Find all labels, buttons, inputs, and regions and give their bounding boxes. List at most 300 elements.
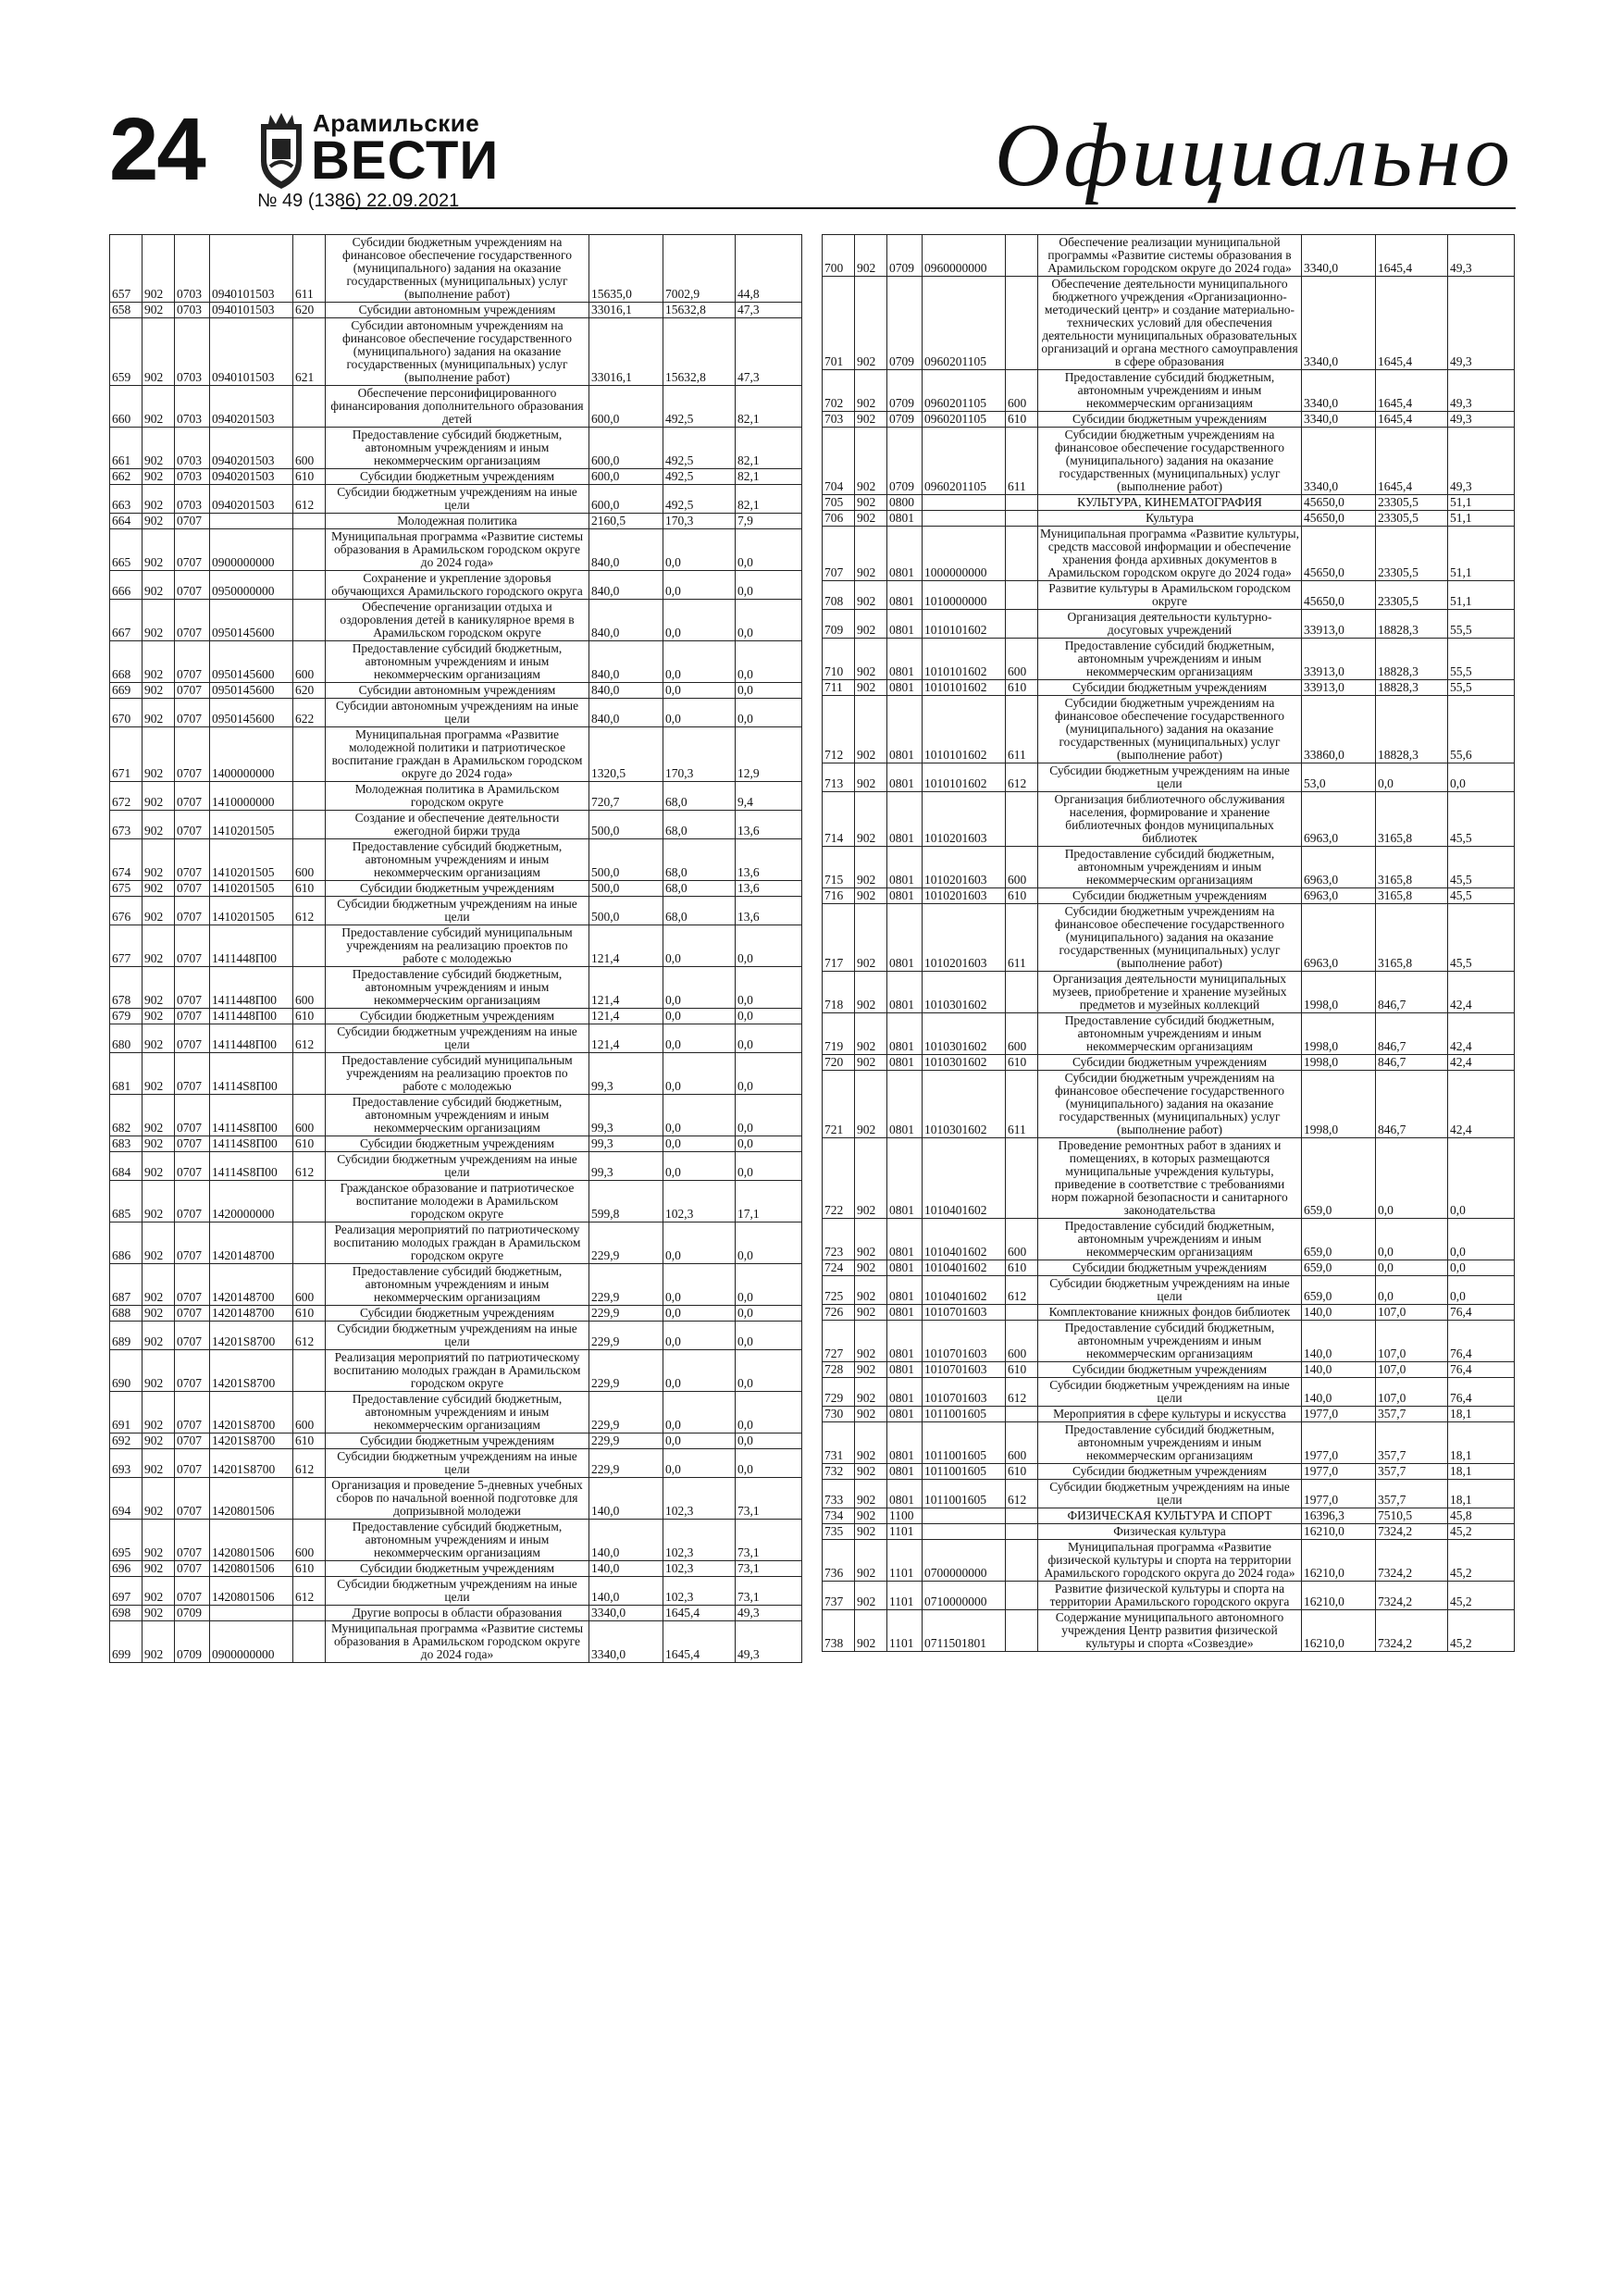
- execution-percent: 51,1: [1448, 527, 1515, 581]
- row-number: 684: [110, 1152, 142, 1181]
- row-description: Организация библиотечного обслуживания населения, формирование и хранение библиотечных фондов муниципальных библиотек: [1038, 792, 1302, 847]
- grbs-code: 902: [142, 235, 175, 303]
- grbs-code: 902: [142, 1350, 175, 1392]
- row-description: Субсидии бюджетным учреждениям на финансовое обеспечение государственного (муниципального) задания на оказание государственных (муниципальных) услуг (выполнение работ): [1038, 1071, 1302, 1138]
- target-article-code: 1010201603: [923, 847, 1006, 888]
- expense-type-code: 610: [1006, 1464, 1038, 1480]
- row-number: 718: [823, 972, 855, 1013]
- row-description: Создание и обеспечение деятельности ежегодной биржи труда: [326, 811, 589, 839]
- expense-type-code: 600: [1006, 1422, 1038, 1464]
- grbs-code: 902: [855, 610, 887, 639]
- grbs-code: 902: [142, 1577, 175, 1606]
- expense-type-code: [293, 1606, 326, 1621]
- expense-type-code: 612: [293, 1152, 326, 1181]
- expense-type-code: 612: [1006, 1276, 1038, 1305]
- executed-amount: 492,5: [663, 485, 736, 514]
- section-code: 0707: [175, 881, 210, 897]
- table-row: [110, 1392, 802, 1433]
- row-description: Субсидии бюджетным учреждениям на иные цели: [326, 485, 589, 514]
- section-code: 0709: [887, 428, 923, 495]
- planned-amount: 229,9: [589, 1392, 663, 1433]
- table-row: [110, 1009, 802, 1024]
- table-row: [823, 527, 1515, 581]
- row-description: Предоставление субсидий муниципальным учреждениям на реализацию проектов по работе с молодежью: [326, 1053, 589, 1095]
- grbs-code: 902: [855, 428, 887, 495]
- target-article-code: 1010701603: [923, 1321, 1006, 1362]
- section-code: 0707: [175, 839, 210, 881]
- executed-amount: 15632,8: [663, 303, 736, 318]
- expense-type-code: 610: [1006, 1260, 1038, 1276]
- section-code: 0707: [175, 1024, 210, 1053]
- section-code: 0707: [175, 1561, 210, 1577]
- section-code: 0707: [175, 1520, 210, 1561]
- execution-percent: 0,0: [736, 1264, 802, 1306]
- grbs-code: 902: [142, 811, 175, 839]
- executed-amount: 0,0: [663, 641, 736, 683]
- row-description: Организация и проведение 5-дневных учебных сборов по начальной военной подготовке для допризывной молодежи: [326, 1478, 589, 1520]
- expense-type-code: 600: [1006, 370, 1038, 412]
- row-description: Предоставление субсидий бюджетным, автономным учреждениям и иным некоммерческим организациям: [326, 641, 589, 683]
- row-description: Субсидии бюджетным учреждениям: [1038, 1260, 1302, 1276]
- planned-amount: 3340,0: [589, 1606, 663, 1621]
- target-article-code: 0950145600: [210, 699, 293, 727]
- target-article-code: [923, 511, 1006, 527]
- planned-amount: 33913,0: [1302, 610, 1376, 639]
- budget-table-right-body: [823, 235, 1515, 1652]
- planned-amount: 1977,0: [1302, 1480, 1376, 1508]
- row-description: Субсидии бюджетным учреждениям на иные цели: [326, 1152, 589, 1181]
- planned-amount: 500,0: [589, 881, 663, 897]
- expense-type-code: 600: [1006, 1013, 1038, 1055]
- planned-amount: 121,4: [589, 967, 663, 1009]
- expense-type-code: [1006, 1407, 1038, 1422]
- target-article-code: 1000000000: [923, 527, 1006, 581]
- planned-amount: 140,0: [589, 1577, 663, 1606]
- row-description: Предоставление субсидий бюджетным, автономным учреждениям и иным некоммерческим организациям: [326, 1095, 589, 1136]
- executed-amount: 357,7: [1376, 1464, 1448, 1480]
- table-row: [823, 370, 1515, 412]
- execution-percent: 0,0: [736, 641, 802, 683]
- executed-amount: 7324,2: [1376, 1582, 1448, 1610]
- row-number: 729: [823, 1378, 855, 1407]
- planned-amount: 3340,0: [1302, 277, 1376, 370]
- row-description: Субсидии автономным учреждениям: [326, 683, 589, 699]
- row-description: Субсидии бюджетным учреждениям: [326, 1009, 589, 1024]
- section-code: 0707: [175, 529, 210, 571]
- executed-amount: 0,0: [1376, 1260, 1448, 1276]
- row-number: 673: [110, 811, 142, 839]
- grbs-code: 902: [142, 1264, 175, 1306]
- target-article-code: 0950145600: [210, 600, 293, 641]
- expense-type-code: 612: [293, 1024, 326, 1053]
- executed-amount: 492,5: [663, 469, 736, 485]
- execution-percent: 42,4: [1448, 972, 1515, 1013]
- target-article-code: [923, 495, 1006, 511]
- grbs-code: 902: [142, 839, 175, 881]
- row-number: 723: [823, 1219, 855, 1260]
- target-article-code: 14201S8700: [210, 1392, 293, 1433]
- expense-type-code: 600: [293, 641, 326, 683]
- planned-amount: 6963,0: [1302, 904, 1376, 972]
- expense-type-code: [293, 811, 326, 839]
- execution-percent: 45,2: [1448, 1524, 1515, 1540]
- row-description: Муниципальная программа «Развитие культуры, средств массовой информации и обеспечение хранения фонда архивных документов в Арамильском городском округе до 2024 года»: [1038, 527, 1302, 581]
- table-row: [823, 495, 1515, 511]
- row-number: 727: [823, 1321, 855, 1362]
- row-number: 708: [823, 581, 855, 610]
- grbs-code: 902: [855, 511, 887, 527]
- executed-amount: 1645,4: [1376, 370, 1448, 412]
- executed-amount: 492,5: [663, 428, 736, 469]
- row-number: 707: [823, 527, 855, 581]
- executed-amount: 68,0: [663, 782, 736, 811]
- execution-percent: 0,0: [736, 1024, 802, 1053]
- row-number: 725: [823, 1276, 855, 1305]
- row-number: 728: [823, 1362, 855, 1378]
- table-row: [823, 1480, 1515, 1508]
- execution-percent: 0,0: [736, 1306, 802, 1322]
- execution-percent: 73,1: [736, 1520, 802, 1561]
- executed-amount: 0,0: [663, 1024, 736, 1053]
- table-row: [823, 277, 1515, 370]
- planned-amount: 3340,0: [1302, 235, 1376, 277]
- target-article-code: 1010701603: [923, 1362, 1006, 1378]
- row-description: Субсидии бюджетным учреждениям: [326, 881, 589, 897]
- target-article-code: 1010000000: [923, 581, 1006, 610]
- executed-amount: 1645,4: [663, 1621, 736, 1663]
- planned-amount: 229,9: [589, 1322, 663, 1350]
- planned-amount: 16396,3: [1302, 1508, 1376, 1524]
- row-number: 726: [823, 1305, 855, 1321]
- execution-percent: 0,0: [736, 529, 802, 571]
- row-number: 690: [110, 1350, 142, 1392]
- planned-amount: 840,0: [589, 699, 663, 727]
- table-row: [110, 571, 802, 600]
- expense-type-code: [1006, 1305, 1038, 1321]
- target-article-code: 14114S8П00: [210, 1053, 293, 1095]
- section-code: 0703: [175, 235, 210, 303]
- execution-percent: 49,3: [1448, 235, 1515, 277]
- expense-type-code: 600: [293, 1264, 326, 1306]
- target-article-code: 1420148700: [210, 1264, 293, 1306]
- row-number: 700: [823, 235, 855, 277]
- planned-amount: 229,9: [589, 1449, 663, 1478]
- row-description: Предоставление субсидий бюджетным, автономным учреждениям и иным некоммерческим организациям: [326, 428, 589, 469]
- table-row: [110, 600, 802, 641]
- row-number: 717: [823, 904, 855, 972]
- planned-amount: 840,0: [589, 641, 663, 683]
- table-row: [823, 792, 1515, 847]
- target-article-code: 1420801506: [210, 1577, 293, 1606]
- row-description: Развитие культуры в Арамильском городском округе: [1038, 581, 1302, 610]
- section-code: 0707: [175, 1306, 210, 1322]
- execution-percent: 82,1: [736, 428, 802, 469]
- grbs-code: 902: [142, 641, 175, 683]
- grbs-code: 902: [855, 792, 887, 847]
- executed-amount: 0,0: [663, 1264, 736, 1306]
- grbs-code: 902: [855, 1362, 887, 1378]
- row-description: Организация деятельности муниципальных музеев, приобретение и хранение музейных предметов и музейных коллекций: [1038, 972, 1302, 1013]
- execution-percent: 13,6: [736, 839, 802, 881]
- section-code: 0707: [175, 811, 210, 839]
- row-description: Муниципальная программа «Развитие молодежной политики и патриотическое воспитание граждан в Арамильском городском округе до 2024 года»: [326, 727, 589, 782]
- executed-amount: 492,5: [663, 386, 736, 428]
- executed-amount: 0,0: [663, 1009, 736, 1024]
- planned-amount: 140,0: [1302, 1362, 1376, 1378]
- grbs-code: 902: [855, 370, 887, 412]
- table-row: [110, 428, 802, 469]
- section-code: 0707: [175, 1264, 210, 1306]
- table-row: [110, 318, 802, 386]
- section-code: 0707: [175, 514, 210, 529]
- table-row: [823, 1219, 1515, 1260]
- expense-type-code: 610: [1006, 1055, 1038, 1071]
- section-code: 0707: [175, 1433, 210, 1449]
- section-code: 0707: [175, 1449, 210, 1478]
- executed-amount: 0,0: [663, 600, 736, 641]
- table-row: [110, 1621, 802, 1663]
- budget-table-left: [109, 234, 802, 1663]
- section-code: 0707: [175, 967, 210, 1009]
- execution-percent: 82,1: [736, 386, 802, 428]
- planned-amount: 16210,0: [1302, 1524, 1376, 1540]
- table-row: [110, 782, 802, 811]
- execution-percent: 0,0: [1448, 1276, 1515, 1305]
- section-code: 0707: [175, 571, 210, 600]
- section-code: 0707: [175, 1222, 210, 1264]
- section-code: 0707: [175, 1009, 210, 1024]
- row-number: 661: [110, 428, 142, 469]
- table-row: [823, 1071, 1515, 1138]
- target-article-code: 14201S8700: [210, 1350, 293, 1392]
- planned-amount: 3340,0: [1302, 412, 1376, 428]
- section-code: 0707: [175, 1478, 210, 1520]
- row-number: 731: [823, 1422, 855, 1464]
- row-number: 735: [823, 1524, 855, 1540]
- row-description: Субсидии бюджетным учреждениям на иные цели: [326, 1449, 589, 1478]
- executed-amount: 68,0: [663, 811, 736, 839]
- executed-amount: 0,0: [663, 683, 736, 699]
- row-number: 699: [110, 1621, 142, 1663]
- grbs-code: 902: [855, 1508, 887, 1524]
- table-row: [110, 1520, 802, 1561]
- target-article-code: 0950000000: [210, 571, 293, 600]
- grbs-code: 902: [142, 514, 175, 529]
- grbs-code: 902: [855, 1407, 887, 1422]
- planned-amount: 1977,0: [1302, 1422, 1376, 1464]
- row-number: 721: [823, 1071, 855, 1138]
- section-code: 0801: [887, 763, 923, 792]
- expense-type-code: [1006, 277, 1038, 370]
- planned-amount: 500,0: [589, 897, 663, 925]
- expense-type-code: [293, 529, 326, 571]
- expense-type-code: 610: [293, 469, 326, 485]
- planned-amount: 229,9: [589, 1433, 663, 1449]
- row-description: Субсидии бюджетным учреждениям на иные цели: [1038, 1378, 1302, 1407]
- table-row: [110, 485, 802, 514]
- section-code: 0707: [175, 1181, 210, 1222]
- expense-type-code: [1006, 1582, 1038, 1610]
- planned-amount: 1998,0: [1302, 1055, 1376, 1071]
- page-number: 24: [109, 100, 204, 199]
- row-description: Культура: [1038, 511, 1302, 527]
- row-number: 706: [823, 511, 855, 527]
- row-number: 736: [823, 1540, 855, 1582]
- executed-amount: 0,0: [663, 571, 736, 600]
- table-row: [110, 514, 802, 529]
- row-number: 712: [823, 696, 855, 763]
- expense-type-code: 600: [293, 428, 326, 469]
- executed-amount: 102,3: [663, 1561, 736, 1577]
- execution-percent: 18,1: [1448, 1464, 1515, 1480]
- target-article-code: [210, 1606, 293, 1621]
- section-code: 0707: [175, 1322, 210, 1350]
- section-code: 1101: [887, 1582, 923, 1610]
- row-number: 679: [110, 1009, 142, 1024]
- issue-info: № 49 (1386) 22.09.2021: [257, 191, 460, 211]
- executed-amount: 3165,8: [1376, 904, 1448, 972]
- executed-amount: 18828,3: [1376, 610, 1448, 639]
- executed-amount: 3165,8: [1376, 792, 1448, 847]
- expense-type-code: [1006, 511, 1038, 527]
- row-description: Субсидии бюджетным учреждениям на иные цели: [1038, 1480, 1302, 1508]
- target-article-code: 0940201503: [210, 485, 293, 514]
- planned-amount: 16210,0: [1302, 1582, 1376, 1610]
- target-article-code: 0950145600: [210, 641, 293, 683]
- row-description: Комплектование книжных фондов библиотек: [1038, 1305, 1302, 1321]
- execution-percent: 47,3: [736, 303, 802, 318]
- target-article-code: 0950145600: [210, 683, 293, 699]
- row-description: Субсидии бюджетным учреждениям: [326, 1306, 589, 1322]
- grbs-code: 902: [855, 1013, 887, 1055]
- expense-type-code: 620: [293, 303, 326, 318]
- execution-percent: 45,8: [1448, 1508, 1515, 1524]
- expense-type-code: 611: [1006, 904, 1038, 972]
- planned-amount: 599,8: [589, 1181, 663, 1222]
- target-article-code: 0940201503: [210, 386, 293, 428]
- expense-type-code: 622: [293, 699, 326, 727]
- row-description: Предоставление субсидий бюджетным, автономным учреждениям и иным некоммерческим организациям: [1038, 370, 1302, 412]
- expense-type-code: 612: [293, 1449, 326, 1478]
- target-article-code: 14114S8П00: [210, 1152, 293, 1181]
- planned-amount: 1977,0: [1302, 1464, 1376, 1480]
- executed-amount: 0,0: [663, 1392, 736, 1433]
- executed-amount: 357,7: [1376, 1422, 1448, 1464]
- row-description: Реализация мероприятий по патриотическому воспитанию молодых граждан в Арамильском городском округе: [326, 1222, 589, 1264]
- section-code: 0707: [175, 641, 210, 683]
- grbs-code: 902: [142, 1053, 175, 1095]
- row-number: 704: [823, 428, 855, 495]
- executed-amount: 0,0: [1376, 763, 1448, 792]
- execution-percent: 42,4: [1448, 1055, 1515, 1071]
- row-number: 719: [823, 1013, 855, 1055]
- row-number: 685: [110, 1181, 142, 1222]
- row-description: Сохранение и укрепление здоровья обучающихся Арамильского городского округа: [326, 571, 589, 600]
- planned-amount: 140,0: [1302, 1321, 1376, 1362]
- budget-table-right: [822, 234, 1515, 1652]
- executed-amount: 170,3: [663, 514, 736, 529]
- row-number: 683: [110, 1136, 142, 1152]
- section-code: 0801: [887, 581, 923, 610]
- execution-percent: 0,0: [1448, 763, 1515, 792]
- row-number: 670: [110, 699, 142, 727]
- section-code: 0801: [887, 1480, 923, 1508]
- grbs-code: 902: [855, 1540, 887, 1582]
- execution-percent: 13,6: [736, 881, 802, 897]
- executed-amount: 102,3: [663, 1478, 736, 1520]
- row-description: Физическая культура: [1038, 1524, 1302, 1540]
- planned-amount: 45650,0: [1302, 527, 1376, 581]
- execution-percent: 13,6: [736, 811, 802, 839]
- section-code: 0707: [175, 1152, 210, 1181]
- row-number: 676: [110, 897, 142, 925]
- table-row: [110, 897, 802, 925]
- row-description: Субсидии бюджетным учреждениям: [1038, 888, 1302, 904]
- grbs-code: 902: [142, 1449, 175, 1478]
- executed-amount: 846,7: [1376, 972, 1448, 1013]
- section-code: 0801: [887, 1276, 923, 1305]
- table-row: [110, 1136, 802, 1152]
- executed-amount: 3165,8: [1376, 847, 1448, 888]
- row-description: КУЛЬТУРА, КИНЕМАТОГРАФИЯ: [1038, 495, 1302, 511]
- executed-amount: 0,0: [663, 1306, 736, 1322]
- executed-amount: 0,0: [663, 1350, 736, 1392]
- executed-amount: 107,0: [1376, 1321, 1448, 1362]
- target-article-code: 0960201105: [923, 412, 1006, 428]
- row-number: 675: [110, 881, 142, 897]
- row-description: Мероприятия в сфере культуры и искусства: [1038, 1407, 1302, 1422]
- target-article-code: 1011001605: [923, 1480, 1006, 1508]
- expense-type-code: [1006, 972, 1038, 1013]
- expense-type-code: [293, 1222, 326, 1264]
- executed-amount: 0,0: [663, 1136, 736, 1152]
- executed-amount: 170,3: [663, 727, 736, 782]
- execution-percent: 51,1: [1448, 581, 1515, 610]
- grbs-code: 902: [142, 428, 175, 469]
- planned-amount: 229,9: [589, 1264, 663, 1306]
- grbs-code: 902: [142, 600, 175, 641]
- execution-percent: 73,1: [736, 1577, 802, 1606]
- row-description: Субсидии бюджетным учреждениям на финансовое обеспечение государственного (муниципального) задания на оказание государственных (муниципальных) услуг (выполнение работ): [1038, 428, 1302, 495]
- grbs-code: 902: [855, 847, 887, 888]
- execution-percent: 0,0: [1448, 1260, 1515, 1276]
- execution-percent: 0,0: [736, 571, 802, 600]
- row-number: 665: [110, 529, 142, 571]
- expense-type-code: [1006, 527, 1038, 581]
- executed-amount: 0,0: [663, 1095, 736, 1136]
- table-row: [823, 1524, 1515, 1540]
- row-number: 682: [110, 1095, 142, 1136]
- grbs-code: 902: [142, 1009, 175, 1024]
- grbs-code: 902: [142, 727, 175, 782]
- grbs-code: 902: [855, 235, 887, 277]
- row-number: 681: [110, 1053, 142, 1095]
- table-row: [823, 610, 1515, 639]
- grbs-code: 902: [142, 1520, 175, 1561]
- row-description: Субсидии бюджетным учреждениям: [326, 1433, 589, 1449]
- table-row: [823, 888, 1515, 904]
- executed-amount: 107,0: [1376, 1305, 1448, 1321]
- grbs-code: 902: [142, 1478, 175, 1520]
- row-description: Субсидии бюджетным учреждениям на финансовое обеспечение государственного (муниципального) задания на оказание государственных (муниципальных) услуг (выполнение работ): [326, 235, 589, 303]
- row-number: 659: [110, 318, 142, 386]
- row-number: 709: [823, 610, 855, 639]
- grbs-code: 902: [142, 1392, 175, 1433]
- grbs-code: 902: [142, 469, 175, 485]
- executed-amount: 0,0: [663, 1433, 736, 1449]
- execution-percent: 0,0: [1448, 1138, 1515, 1219]
- row-description: ФИЗИЧЕСКАЯ КУЛЬТУРА И СПОРТ: [1038, 1508, 1302, 1524]
